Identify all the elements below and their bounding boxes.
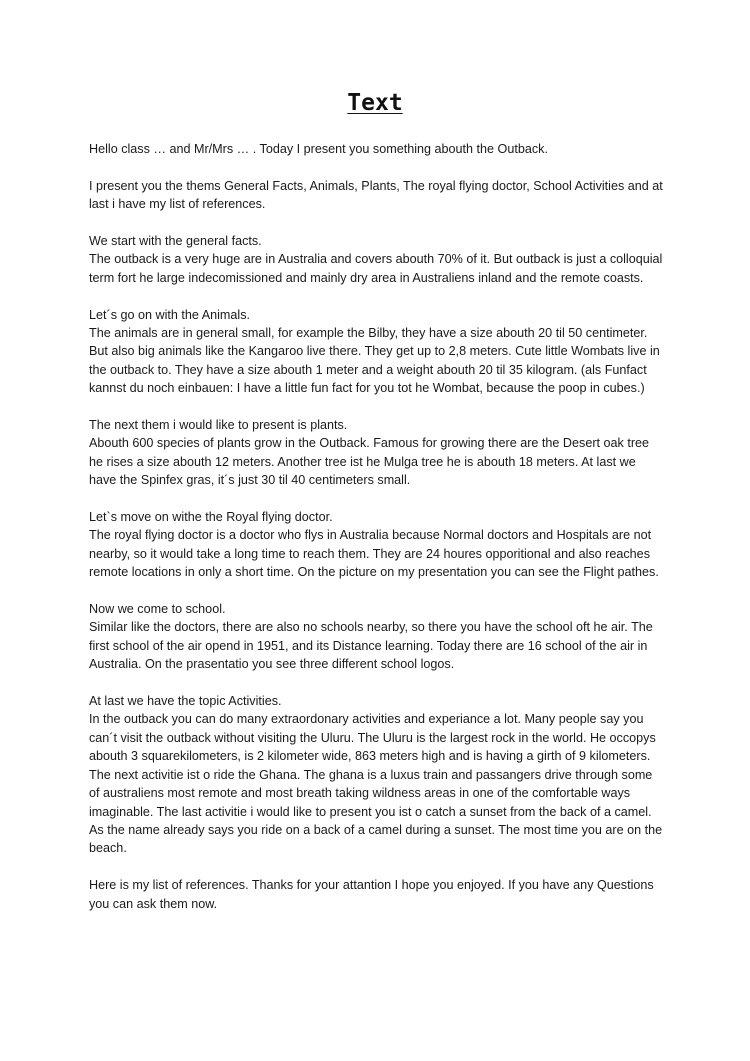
paragraph-greeting: Hello class … and Mr/Mrs … . Today I present you something abouth the Outback. [89,142,548,156]
paragraph-activities: At last we have the topic Activities. In the outback you can do many extraordonary activities and experiance a lot. Many people say you can´t visit the outback without visiting the Uluru. The Uluru is the largest rock in the world. He occopys abouth 3 squarekilometers, is 2 kilometer wide, 863 meters high and is having a girth of 9 kilometers. The next activitie ist o ride the Ghana. The ghana is a luxus train and passangers drive through some of australiens most remote and most breath taking wildness areas in one of the comfortable ways imaginable. The last activitie i would like to present you ist o catch a sunset from the back of a camel. As the name already says you ride on a back of a camel during a sunset. The most time you are on the beach. [89,694,663,856]
paragraph-general-facts: We start with the general facts. The outback is a very huge are in Australia and covers abouth 70% of it. But outback is just a colloquial term fort he large indecomissioned and mainly dry area in Australiens inland and the remote coasts. [89,234,663,285]
section-heading-animals: Let´s go on with the Animals. [89,307,251,322]
paragraph-school: Now we come to school. Similar like the doctors, there are also no schools nearby, so there you have the school oft he air. The first school of the air opend in 1951, and its Distance learning. Today there are 16 school of the air in Australia. On the prasentatio you see three different school logos. [89,600,664,674]
section-heading-plants: The next them i would like to present is plants. [89,418,348,433]
section-heading-flying-doctor: Let`s move on withe the Royal flying doctor. [89,510,333,525]
paragraph-plants: The next them i would like to present is plants. Abouth 600 species of plants grow in the Outback. Famous for growing there are the Desert oak tree he rises a size abouth 12 meters. Another tree ist he Mulga tree he is abouth 18 meters. At last we have the Spinfex gras, it´s just 30 til 40 centimeters small. [89,416,664,490]
paragraph-topics: I present you the thems General Facts, Animals, Plants, The royal flying doctor, School Activities and at last i have my list of references. [89,178,663,212]
section-heading-activities: At last we have the topic Activities. [89,694,282,709]
paragraph-animals: Let´s go on with the Animals. The animals are in general small, for example the Bilby, they have a size abouth 20 til 50 centimeter. But also big animals like the Kangaroo live there. They get up to 2,8 meters. Cute little Wombats live in the outback to. They have a size abouth 1 meter and a weight abouth 20 til 35 kilogram. (als Funfact kannst du noch einbauen: I have a little fun fact for you tot he Wombat, because the poop in cubes.) [89,306,664,398]
page-title: Text [347,90,403,116]
section-heading-general-facts: We start with the general facts. [89,234,262,248]
paragraph-flying-doctor: Let`s move on withe the Royal flying doctor. The royal flying doctor is a doctor who flys in Australia because Normal doctors and Hospitals are not nearby, so it would take a long time to reach them. They are 24 houres opporitional and also reaches remote locations in only a short time. On the picture on my presentation you can see the Flight pathes. [89,508,664,582]
document-body [89,140,664,931]
paragraph-closing: Here is my list of references. Thanks for your attantion I hope you enjoyed. If you have any Questions you can ask them now. [89,878,654,911]
section-heading-school: Now we come to school. [89,602,226,617]
